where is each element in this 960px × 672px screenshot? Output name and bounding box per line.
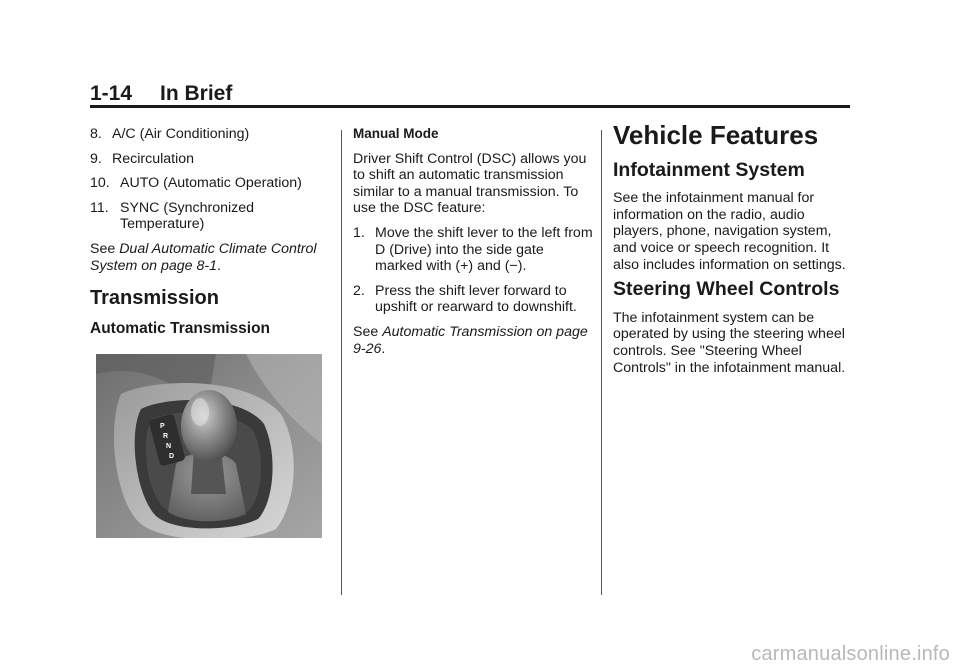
automatic-transmission-subheading: Automatic Transmission [90, 319, 271, 337]
gear-letter: D [169, 453, 175, 460]
reference-link: Dual Automatic Climate Control System on page 8-1 [90, 240, 317, 274]
column-right [613, 120, 853, 384]
list-item: 2. Press the shift lever forward to upshift or rearward to downshift. [353, 282, 577, 316]
list-item: 10. AUTO (Automatic Operation) [90, 175, 302, 192]
gear-letter: P [160, 423, 165, 430]
list-item: 9. Recirculation [90, 150, 195, 167]
header-rule [90, 105, 850, 108]
page-header [90, 82, 850, 106]
column-divider-1 [341, 130, 342, 595]
vehicle-features-title: Vehicle Features [613, 120, 819, 150]
steering-controls-heading: Steering Wheel Controls [613, 278, 840, 301]
transmission-heading: Transmission [90, 287, 219, 310]
reference-link: Automatic Transmission on page 9-26 [353, 323, 588, 357]
column-middle [353, 126, 593, 365]
gear-letter: R [163, 433, 169, 440]
list-item: 1. Move the shift lever to the left from D (Drive) into the side gate marked with (+) and (−). [353, 224, 593, 275]
column-divider-2 [601, 130, 602, 595]
shifter-drawing [96, 354, 322, 538]
cross-reference: See Dual Automatic Climate Control System on page 8-1. [90, 240, 317, 274]
list-item: 11. SYNC (Synchronized Temperature) [90, 199, 255, 233]
list-item: 8. A/C (Air Conditioning) [90, 126, 250, 142]
gear-letter: N [166, 443, 172, 450]
manual-mode-paragraph: Driver Shift Control (DSC) allows you to shift an automatic transmission similar to a manual transmission. To use the DSC feature: [353, 150, 587, 217]
infotainment-heading: Infotainment System [613, 158, 805, 181]
page-number: 1-14 [90, 82, 133, 105]
watermark: carmanualsonline.info [751, 643, 950, 665]
column-left [90, 126, 335, 349]
cross-reference: See Automatic Transmission on page 9-26. [353, 323, 588, 357]
shifter-illustration [96, 354, 322, 538]
steering-controls-paragraph: The infotainment system can be operated by using the steering wheel controls. See "Steering Wheel Controls" in the infotainment manual. [613, 309, 846, 376]
section-title: In Brief [160, 82, 233, 105]
manual-mode-heading: Manual Mode [353, 126, 439, 141]
infotainment-paragraph: See the infotainment manual for information on the radio, audio players, phone, navigation system, and voice or speech recognition. It also includes information on settings. [613, 190, 846, 273]
